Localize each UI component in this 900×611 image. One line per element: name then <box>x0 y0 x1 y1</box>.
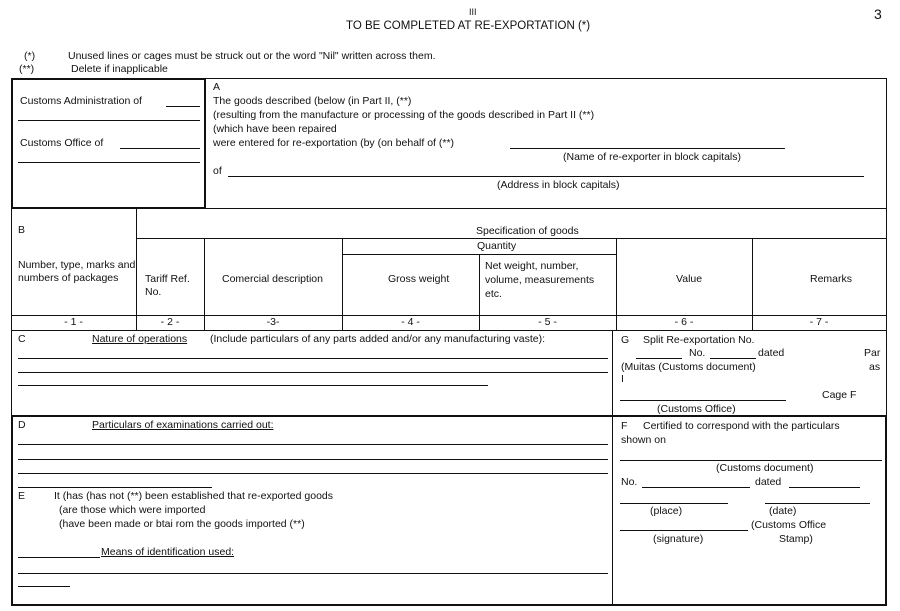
section-f-line2: shown on <box>621 434 666 446</box>
section-d-line-2[interactable] <box>18 459 608 460</box>
section-g-bar: I <box>621 373 624 385</box>
section-f-letter: F <box>621 420 628 432</box>
customs-admin-line-2[interactable] <box>18 120 200 121</box>
section-a-letter: A <box>213 81 221 93</box>
section-e-line2: (are those which were imported <box>59 504 206 516</box>
section-b-top <box>11 208 887 209</box>
section-e-line3: (have been made or btai rom the goods imported (**) <box>59 518 305 530</box>
section-d-line-3[interactable] <box>18 473 608 474</box>
means-line-1[interactable] <box>18 573 608 574</box>
means-line-2[interactable] <box>18 586 70 587</box>
quantity-heading: Quantity <box>477 240 517 252</box>
section-c-line-3[interactable] <box>18 385 488 386</box>
customs-office-label: Customs Office of <box>20 137 104 149</box>
customs-office-line-2[interactable] <box>18 162 200 163</box>
note-text-2: Delete if inapplicable <box>71 63 168 75</box>
col-num-2: - 2 - <box>160 316 180 328</box>
re-exporter-name-line[interactable] <box>510 148 785 149</box>
section-b-letter: B <box>18 224 26 236</box>
num-row-bottom-rule <box>11 330 887 331</box>
customs-admin-label: Customs Administration of <box>20 95 142 107</box>
section-f-no: No. <box>621 476 638 488</box>
section-c-line-1[interactable] <box>18 358 608 359</box>
section-e-line1: It (has (has not (**) been established that re-exported goods <box>54 490 333 502</box>
section-f-doc-caption: (Customs document) <box>716 462 814 474</box>
col-header-5: Net weight, number, volume, measurements etc. <box>485 260 595 300</box>
col-header-2: Tariff Ref. No. <box>145 273 190 298</box>
col-header-1: Number, type, marks and numbers of packages <box>18 259 136 284</box>
section-f-signature: (signature) <box>653 533 704 545</box>
of-label: of <box>213 165 222 177</box>
col-num-6: - 6 - <box>674 316 694 328</box>
col-header-6: Value <box>676 273 703 285</box>
section-d-title: Particulars of examinations carried out: <box>92 419 274 431</box>
spec-heading-rule <box>136 238 887 239</box>
section-c-letter: C <box>18 333 26 345</box>
section-a-line3: (which have been repaired <box>213 123 337 135</box>
note-mark-1: (*) <box>24 50 36 62</box>
page-title: TO BE COMPLETED AT RE-EXPORTATION (*) <box>346 20 591 32</box>
note-text-1: Unused lines or cages must be struck out or the word "Nil" written across them. <box>68 50 436 62</box>
f-dated-line[interactable] <box>789 487 860 488</box>
address-line[interactable] <box>228 176 864 177</box>
section-f-stamp2: Stamp) <box>779 533 813 545</box>
section-d-line-1[interactable] <box>18 444 608 445</box>
customs-document-line[interactable] <box>620 460 882 461</box>
col-num-5: - 5 - <box>538 316 557 328</box>
means-lead-line <box>18 557 100 558</box>
section-c-subtitle: (Include particulars of any parts added and/or any manufacturing vaste): <box>210 333 546 345</box>
split-no-value-line[interactable] <box>710 358 756 359</box>
section-f-line1: Certified to correspond with the particulars <box>643 420 840 432</box>
section-g-par: Par <box>864 347 881 359</box>
note-mark-2: (**) <box>19 63 35 75</box>
section-d-line-4[interactable] <box>18 487 212 488</box>
col-header-4: Gross weight <box>388 273 450 285</box>
col-header-3: Comercial description <box>222 273 323 285</box>
customs-admin-line[interactable] <box>166 106 200 107</box>
section-c-line-2[interactable] <box>18 372 608 373</box>
col-num-4: - 4 - <box>401 316 420 328</box>
col-num-1: - 1 - <box>64 316 83 328</box>
section-g-no: No. <box>689 347 706 359</box>
spec-heading: Specification of goods <box>476 225 579 237</box>
f-no-line[interactable] <box>642 487 750 488</box>
section-f-dated: dated <box>755 476 782 488</box>
section-g-letter: G <box>621 334 630 346</box>
address-caption: (Address in block capitals) <box>497 179 620 191</box>
signature-line[interactable] <box>620 530 748 531</box>
col-header-7: Remarks <box>810 273 853 285</box>
date-line[interactable] <box>765 503 870 504</box>
col-sep-1 <box>136 208 137 330</box>
section-d-letter: D <box>18 419 26 431</box>
place-line[interactable] <box>620 503 728 504</box>
part-roman: III <box>469 7 477 17</box>
split-no-line[interactable] <box>636 358 682 359</box>
section-f-stamp: (Customs Office <box>751 519 827 531</box>
page-number: 3 <box>874 6 882 22</box>
section-f-date: (date) <box>769 505 797 517</box>
col-num-7: - 7 - <box>809 316 829 328</box>
customs-office-line[interactable] <box>120 148 200 149</box>
section-a-line2: (resulting from the manufacture or processing of the goods described in Part II (**) <box>213 109 595 121</box>
section-c-title: Nature of operations <box>92 333 188 345</box>
section-g-as: as <box>869 361 881 373</box>
section-g-cage: Cage F <box>822 389 857 401</box>
customs-office-sign-line[interactable] <box>620 400 786 401</box>
section-a-line4: were entered for re-exportation (by (on behalf of (**) <box>213 137 455 149</box>
section-a-line1: The goods described (below (in Part II, (**) <box>213 95 412 107</box>
section-g-caption: (Customs Office) <box>657 403 736 415</box>
section-f-place: (place) <box>650 505 683 517</box>
section-e-means: Means of identification used: <box>101 546 235 558</box>
section-e-letter: E <box>18 490 26 502</box>
section-g-title: Split Re-exportation No. <box>643 334 755 346</box>
form-top-border <box>205 78 887 79</box>
name-caption: (Name of re-exporter in block capitals) <box>563 151 741 163</box>
section-g-dated: dated <box>758 347 785 359</box>
col-num-3: -3- <box>266 316 280 328</box>
section-g-line2: (Muitas (Customs document) <box>621 361 756 373</box>
